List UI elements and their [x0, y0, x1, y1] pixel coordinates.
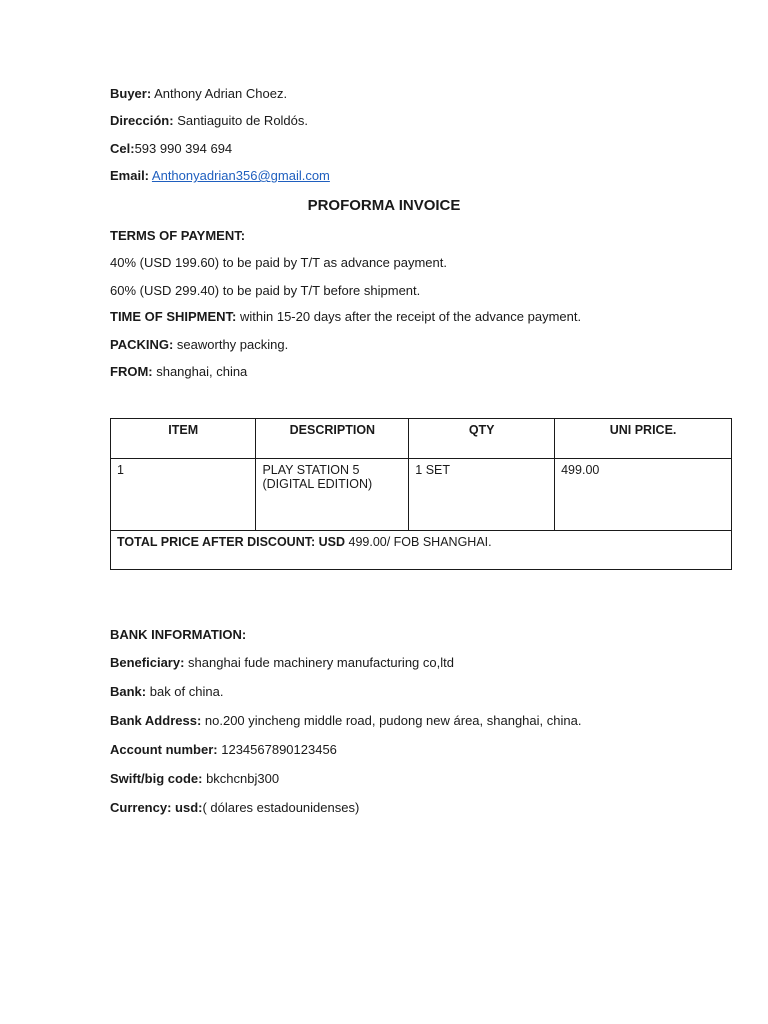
terms-heading	[110, 228, 245, 244]
terms-heading-label: TERMS OF PAYMENT:	[110, 228, 246, 243]
cel-label: Cel:	[110, 141, 135, 156]
currency-line	[110, 800, 359, 816]
cel-value: 593 990 394 694	[134, 141, 233, 156]
from-value: shanghai, china	[152, 364, 248, 379]
page-title: PROFORMA INVOICE	[307, 197, 461, 214]
invoice-table	[110, 418, 732, 570]
shipment-line	[110, 309, 581, 325]
table-header-row	[111, 419, 732, 459]
cell-description	[256, 459, 409, 531]
cell-qty: 1 SET	[409, 459, 555, 531]
total-cell	[111, 531, 732, 570]
account-number-line	[110, 742, 337, 758]
description-line-2: (DIGITAL EDITION)	[262, 477, 373, 491]
bank-address-label: Bank Address:	[110, 713, 202, 728]
bank-address-value: no.200 yincheng middle road, pudong new área, shanghai, china.	[201, 713, 582, 728]
bank-heading	[110, 627, 246, 643]
header-unit-price: UNI PRICE.	[555, 419, 732, 459]
buyer-value: Anthony Adrian Choez.	[151, 86, 288, 101]
bank-heading-label: BANK INFORMATION:	[110, 627, 247, 642]
email-label: Email:	[110, 168, 150, 183]
packing-label: PACKING:	[110, 337, 174, 352]
header-description: DESCRIPTION	[256, 419, 409, 459]
account-number-value: 1234567890123456	[217, 742, 337, 757]
total-value: 499.00/ FOB SHANGHAI.	[345, 535, 492, 549]
terms-line-1: 40% (USD 199.60) to be paid by T/T as advance payment.	[110, 255, 447, 270]
from-line	[110, 364, 247, 380]
bank-label: Bank:	[110, 684, 147, 699]
cel-line	[110, 141, 232, 157]
currency-label: Currency: usd:	[110, 800, 203, 815]
swift-value: bkchcnbj300	[202, 771, 280, 786]
header-item: ITEM	[111, 419, 256, 459]
from-label: FROM:	[110, 364, 153, 379]
buyer-line	[110, 86, 287, 102]
total-label: TOTAL PRICE AFTER DISCOUNT: USD	[117, 535, 346, 549]
header-qty: QTY	[409, 419, 555, 459]
swift-line	[110, 771, 279, 787]
table-row	[111, 459, 732, 531]
terms-line-2: 60% (USD 299.40) to be paid by T/T before shipment.	[110, 283, 421, 298]
beneficiary-label: Beneficiary:	[110, 655, 185, 670]
direccion-line	[110, 113, 308, 129]
bank-line	[110, 684, 223, 700]
shipment-label: TIME OF SHIPMENT:	[110, 309, 237, 324]
account-number-label: Account number:	[110, 742, 218, 757]
direccion-value: Santiaguito de Roldós.	[173, 113, 309, 128]
shipment-value: within 15-20 days after the receipt of the advance payment.	[236, 309, 582, 324]
table-total-row	[111, 531, 732, 570]
cell-price: 499.00	[555, 459, 732, 531]
beneficiary-line	[110, 655, 454, 671]
cell-item: 1	[111, 459, 256, 531]
direccion-label: Dirección:	[110, 113, 174, 128]
packing-line	[110, 337, 288, 353]
beneficiary-value: shanghai fude machinery manufacturing co,ltd	[184, 655, 454, 670]
swift-label: Swift/big code:	[110, 771, 203, 786]
description-line-1: PLAY STATION 5	[262, 463, 360, 477]
buyer-label: Buyer:	[110, 86, 152, 101]
email-link[interactable]: Anthonyadrian356@gmail.com	[151, 168, 330, 183]
bank-value: bak of china.	[146, 684, 224, 699]
email-line	[110, 168, 330, 184]
currency-value: ( dólares estadounidenses)	[202, 800, 360, 815]
packing-value: seaworthy packing.	[173, 337, 289, 352]
bank-address-line	[110, 713, 581, 729]
